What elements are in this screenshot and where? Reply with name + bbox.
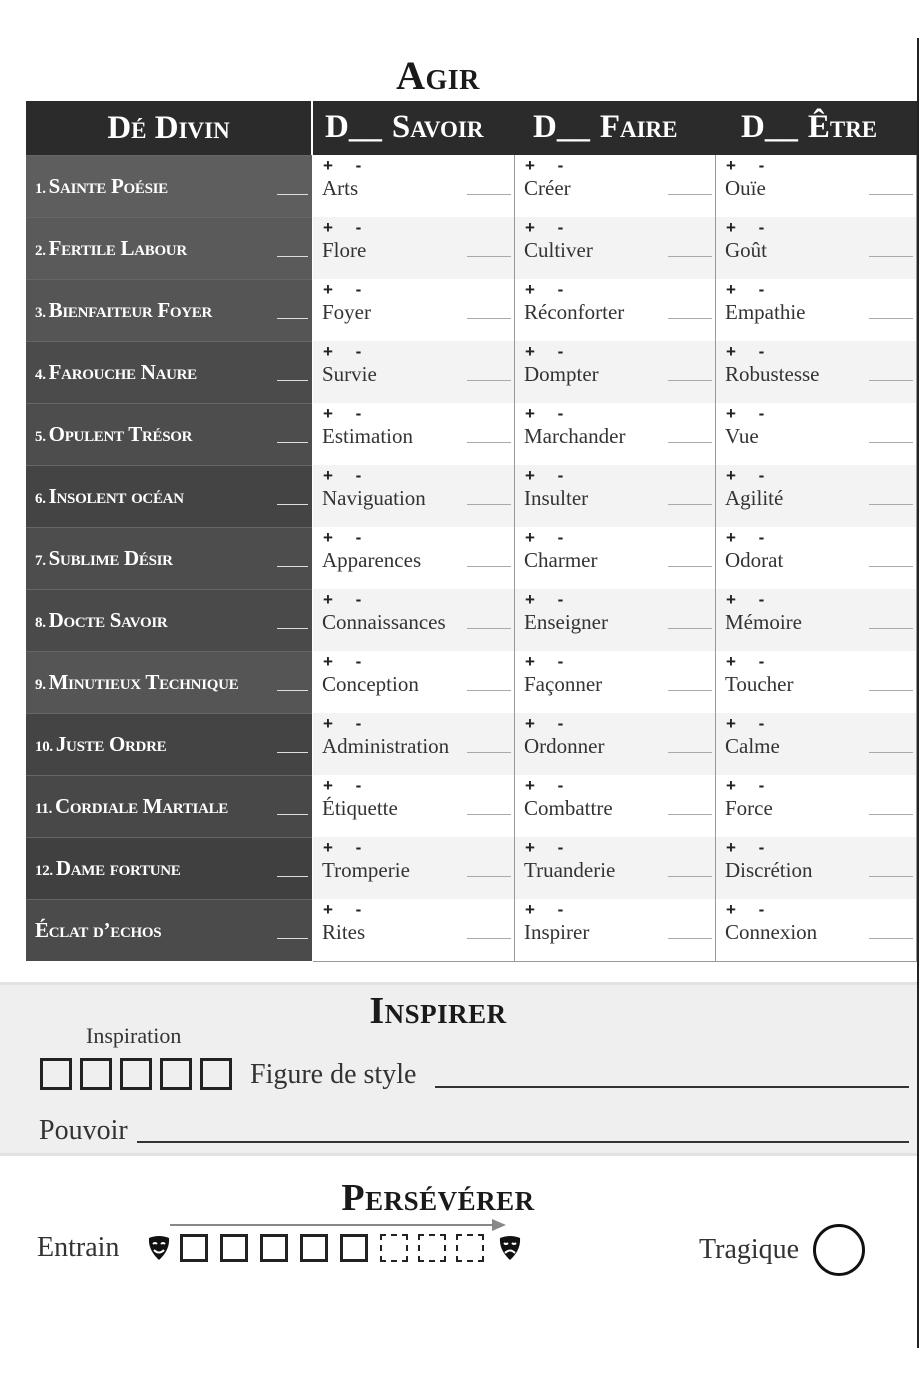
skill-cell-faire — [514, 837, 715, 899]
skill-cell-savoir — [313, 589, 514, 651]
divin-number: 2. — [35, 243, 46, 259]
divin-number: 11. — [35, 801, 53, 817]
plus-minus-toggle[interactable]: + - — [726, 404, 774, 423]
plus-minus-toggle[interactable]: + - — [525, 156, 573, 175]
plus-minus-toggle[interactable]: + - — [525, 714, 573, 733]
skill-row — [313, 651, 916, 713]
plus-minus-toggle[interactable]: + - — [525, 280, 573, 299]
skill-name: Estimation — [322, 424, 413, 448]
entrain-checkbox[interactable] — [300, 1234, 328, 1262]
divin-value-field[interactable] — [277, 442, 308, 443]
skill-value-field[interactable] — [467, 380, 511, 381]
divin-label — [26, 236, 187, 261]
skill-name: Apparences — [322, 548, 422, 572]
skill-name: Empathie — [725, 300, 806, 324]
skill-name: Combattre — [524, 796, 613, 820]
skill-value-field[interactable] — [869, 690, 913, 691]
skill-value-field[interactable] — [467, 938, 511, 939]
skill-name: Flore — [322, 238, 367, 262]
skill-cell-savoir — [313, 899, 514, 961]
plus-minus-toggle[interactable]: + - — [726, 342, 774, 361]
header-savoir-label: Savoir — [391, 109, 484, 145]
inspiration-label: Inspiration — [86, 1023, 182, 1048]
divin-row — [26, 465, 312, 527]
plus-minus-toggle[interactable]: + - — [323, 280, 371, 299]
divin-value-field[interactable] — [277, 566, 308, 567]
skill-value-field[interactable] — [869, 318, 913, 319]
skill-value-field[interactable] — [869, 442, 913, 443]
skill-value-field[interactable] — [668, 938, 712, 939]
skill-name: Survie — [322, 362, 377, 386]
skill-name: Conception — [322, 672, 419, 696]
skill-name: Agilité — [725, 486, 784, 510]
skill-cell-etre — [715, 899, 916, 961]
divin-number: 9. — [35, 677, 46, 693]
skill-cell-faire — [514, 465, 715, 527]
skill-name: Façonner — [524, 672, 603, 696]
skill-value-field[interactable] — [869, 504, 913, 505]
divin-label — [26, 484, 184, 509]
header-etre — [741, 109, 877, 146]
header-dice — [313, 101, 917, 155]
skill-cell-faire — [514, 341, 715, 403]
skill-value-field[interactable] — [668, 876, 712, 877]
divin-label — [26, 608, 167, 633]
plus-minus-toggle[interactable]: + - — [525, 342, 573, 361]
skill-value-field[interactable] — [668, 442, 712, 443]
divin-value-field[interactable] — [277, 814, 308, 815]
skill-name: Force — [725, 796, 773, 820]
skill-row — [313, 217, 916, 279]
divin-number: 3. — [35, 305, 46, 321]
plus-minus-toggle[interactable]: + - — [323, 342, 371, 361]
skill-value-field[interactable] — [467, 566, 511, 567]
divin-value-field[interactable] — [277, 752, 308, 753]
plus-minus-toggle[interactable]: + - — [525, 528, 573, 547]
skill-row — [313, 837, 916, 899]
divin-column — [26, 155, 312, 961]
divin-value-field[interactable] — [277, 380, 308, 381]
skill-value-field[interactable] — [668, 318, 712, 319]
skill-row — [313, 403, 916, 465]
skill-value-field[interactable] — [467, 752, 511, 753]
skill-value-field[interactable] — [668, 752, 712, 753]
skill-value-field[interactable] — [869, 566, 913, 567]
plus-minus-toggle[interactable]: + - — [323, 714, 371, 733]
skill-name: Odorat — [725, 548, 784, 572]
skill-value-field[interactable] — [668, 566, 712, 567]
divin-name: Bienfaiteur Foyer — [48, 298, 213, 322]
comedy-mask-icon — [146, 1234, 172, 1262]
skill-cell-etre — [715, 837, 916, 899]
skill-cell-savoir — [313, 651, 514, 713]
skill-row — [313, 527, 916, 589]
divin-row — [26, 589, 312, 651]
skill-name: Truanderie — [524, 858, 616, 882]
skill-name: Arts — [322, 176, 359, 200]
plus-minus-toggle[interactable]: + - — [726, 218, 774, 237]
divin-value-field[interactable] — [277, 504, 308, 505]
divin-name: Éclat d’echos — [35, 918, 162, 942]
skill-row — [313, 155, 916, 217]
skill-value-field[interactable] — [467, 876, 511, 877]
skill-cell-savoir — [313, 217, 514, 279]
divin-label — [26, 174, 168, 199]
plus-minus-toggle[interactable]: + - — [726, 280, 774, 299]
divin-label — [26, 546, 173, 571]
divin-label — [26, 360, 197, 385]
skill-cell-savoir — [313, 465, 514, 527]
divin-name: Farouche Naure — [48, 360, 197, 384]
inspiration-checkbox[interactable] — [200, 1058, 232, 1090]
skill-value-field[interactable] — [869, 194, 913, 195]
skill-value-field[interactable] — [869, 814, 913, 815]
skill-name: Rites — [322, 920, 366, 944]
skill-cell-faire — [514, 651, 715, 713]
divin-number: 10. — [35, 739, 53, 755]
progression-arrow-icon — [170, 1218, 506, 1232]
entrain-checkbox[interactable] — [340, 1234, 368, 1262]
divin-number: 6. — [35, 491, 46, 507]
header-faire-die: D__ — [533, 109, 590, 145]
skill-row — [313, 341, 916, 403]
skill-value-field[interactable] — [467, 194, 511, 195]
divin-number: 5. — [35, 429, 46, 445]
divin-value-field[interactable] — [277, 690, 308, 691]
skill-value-field[interactable] — [467, 442, 511, 443]
divin-name: Minutieux Technique — [48, 670, 239, 694]
divin-label — [26, 856, 180, 881]
figure-de-style-field[interactable] — [435, 1086, 909, 1088]
skill-name: Calme — [725, 734, 780, 758]
skill-name: Enseigner — [524, 610, 608, 634]
divin-name: Fertile Labour — [48, 236, 187, 260]
header-divin — [26, 101, 311, 155]
skill-cell-faire — [514, 217, 715, 279]
skill-row — [313, 899, 916, 961]
plus-minus-toggle[interactable]: + - — [323, 776, 371, 795]
skill-value-field[interactable] — [467, 318, 511, 319]
divin-number: 1. — [35, 181, 46, 197]
skill-name: Naviguation — [322, 486, 426, 510]
plus-minus-toggle[interactable]: + - — [323, 218, 371, 237]
divin-row — [26, 155, 312, 217]
header-faire-label: Faire — [599, 109, 678, 145]
skill-value-field[interactable] — [869, 628, 913, 629]
figure-de-style-label: Figure de style — [250, 1059, 417, 1090]
header-etre-label: Être — [807, 109, 878, 145]
skill-value-field[interactable] — [668, 628, 712, 629]
skill-cell-faire — [514, 899, 715, 961]
skill-cell-savoir — [313, 527, 514, 589]
inspiration-checkbox[interactable] — [80, 1058, 112, 1090]
plus-minus-toggle[interactable]: + - — [323, 156, 371, 175]
skill-cell-savoir — [313, 341, 514, 403]
skill-value-field[interactable] — [467, 504, 511, 505]
plus-minus-toggle[interactable]: + - — [323, 528, 371, 547]
skill-value-field[interactable] — [668, 814, 712, 815]
plus-minus-toggle[interactable]: + - — [525, 404, 573, 423]
skill-value-field[interactable] — [467, 628, 511, 629]
divin-row — [26, 217, 312, 279]
divin-name: Docte Savoir — [48, 608, 168, 632]
divin-label — [26, 918, 161, 943]
skill-name: Charmer — [524, 548, 598, 572]
plus-minus-toggle[interactable]: + - — [323, 466, 371, 485]
plus-minus-toggle[interactable]: + - — [726, 652, 774, 671]
divin-row — [26, 775, 312, 837]
entrain-checkbox[interactable] — [260, 1234, 288, 1262]
skill-name: Ordonner — [524, 734, 605, 758]
skill-name: Dompter — [524, 362, 599, 386]
skill-row — [313, 589, 916, 651]
skill-value-field[interactable] — [869, 256, 913, 257]
skill-cell-faire — [514, 279, 715, 341]
plus-minus-toggle[interactable]: + - — [525, 466, 573, 485]
plus-minus-toggle[interactable]: + - — [323, 590, 371, 609]
plus-minus-toggle[interactable]: + - — [726, 466, 774, 485]
divin-value-field[interactable] — [277, 194, 308, 195]
pouvoir-label: Pouvoir — [39, 1115, 128, 1146]
header-savoir — [325, 109, 483, 146]
skill-name: Réconforter — [524, 300, 625, 324]
divin-label — [26, 670, 238, 695]
divin-name: Juste Ordre — [55, 732, 167, 756]
skill-cell-savoir — [313, 713, 514, 775]
divin-row — [26, 651, 312, 713]
skill-cell-faire — [514, 589, 715, 651]
plus-minus-toggle[interactable]: + - — [323, 404, 371, 423]
entrain-checkbox[interactable] — [220, 1234, 248, 1262]
inspirer-panel — [0, 982, 917, 1156]
plus-minus-toggle[interactable]: + - — [525, 652, 573, 671]
skill-name: Créer — [524, 176, 571, 200]
skill-cell-etre — [715, 713, 916, 775]
entrain-extra-checkbox[interactable] — [456, 1234, 484, 1262]
skill-name: Insulter — [524, 486, 589, 510]
plus-minus-toggle[interactable]: + - — [525, 218, 573, 237]
divin-row — [26, 279, 312, 341]
plus-minus-toggle[interactable]: + - — [726, 156, 774, 175]
entrain-extra-checkbox[interactable] — [380, 1234, 408, 1262]
plus-minus-toggle[interactable]: + - — [525, 838, 573, 857]
divin-name: Sainte Poésie — [48, 174, 168, 198]
inspiration-checkbox[interactable] — [40, 1058, 72, 1090]
divin-row — [26, 899, 312, 961]
plus-minus-toggle[interactable]: + - — [323, 652, 371, 671]
skill-value-field[interactable] — [869, 380, 913, 381]
divin-name: Cordiale Martiale — [55, 794, 229, 818]
skill-value-field[interactable] — [668, 194, 712, 195]
skill-value-field[interactable] — [869, 938, 913, 939]
header-divin-label: Dé Divin — [107, 109, 230, 146]
divin-number: 12. — [35, 863, 53, 879]
plus-minus-toggle[interactable]: + - — [525, 590, 573, 609]
pouvoir-field[interactable] — [137, 1141, 909, 1143]
divin-name: Sublime Désir — [48, 546, 173, 570]
agir-title: Agir — [396, 53, 480, 98]
plus-minus-toggle[interactable]: + - — [726, 528, 774, 547]
divin-number: 7. — [35, 553, 46, 569]
divin-row — [26, 837, 312, 899]
skill-cell-etre — [715, 155, 916, 217]
skill-cell-savoir — [313, 403, 514, 465]
divin-row — [26, 527, 312, 589]
divin-number: 4. — [35, 367, 46, 383]
divin-row — [26, 403, 312, 465]
skill-cell-faire — [514, 403, 715, 465]
skill-name: Inspirer — [524, 920, 590, 944]
skill-cell-etre — [715, 279, 916, 341]
divin-name: Dame fortune — [55, 856, 181, 880]
skill-value-field[interactable] — [668, 504, 712, 505]
perseverer-title: Persévérer — [341, 1177, 535, 1219]
skill-row — [313, 775, 916, 837]
entrain-checkbox[interactable] — [180, 1234, 208, 1262]
plus-minus-toggle[interactable]: + - — [525, 776, 573, 795]
skill-name: Goût — [725, 238, 767, 262]
divin-label — [26, 732, 166, 757]
skill-row — [313, 465, 916, 527]
skill-name: Robustesse — [725, 362, 820, 386]
skill-cell-savoir — [313, 155, 514, 217]
plus-minus-toggle[interactable]: + - — [726, 838, 774, 857]
header-faire — [533, 109, 678, 146]
plus-minus-toggle[interactable]: + - — [525, 900, 573, 919]
tragique-label: Tragique — [699, 1234, 800, 1265]
skill-value-field[interactable] — [668, 256, 712, 257]
skill-value-field[interactable] — [467, 256, 511, 257]
skill-row — [313, 279, 916, 341]
plus-minus-toggle[interactable]: + - — [726, 590, 774, 609]
divin-name: Opulent Trésor — [48, 422, 193, 446]
skill-cell-savoir — [313, 279, 514, 341]
skill-name: Tromperie — [322, 858, 410, 882]
header-savoir-die: D__ — [325, 109, 382, 145]
skill-cell-faire — [514, 527, 715, 589]
divin-name: Insolent océan — [48, 484, 184, 508]
divin-row — [26, 341, 312, 403]
skill-cell-etre — [715, 589, 916, 651]
skill-name: Administration — [322, 734, 450, 758]
tragique-checkbox[interactable] — [813, 1224, 865, 1276]
skill-name: Foyer — [322, 300, 371, 324]
skill-cell-savoir — [313, 837, 514, 899]
skill-cell-etre — [715, 527, 916, 589]
skill-name: Discrétion — [725, 858, 813, 882]
entrain-extra-checkbox[interactable] — [418, 1234, 446, 1262]
skill-cell-etre — [715, 651, 916, 713]
inspirer-title: Inspirer — [369, 990, 507, 1032]
skill-name: Marchander — [524, 424, 626, 448]
right-border-rule — [917, 38, 919, 1348]
plus-minus-toggle[interactable]: + - — [726, 900, 774, 919]
skill-cell-faire — [514, 713, 715, 775]
skill-value-field[interactable] — [869, 876, 913, 877]
skill-cell-savoir — [313, 775, 514, 837]
plus-minus-toggle[interactable]: + - — [323, 900, 371, 919]
skills-grid — [313, 155, 917, 962]
plus-minus-toggle[interactable]: + - — [323, 838, 371, 857]
entrain-label: Entrain — [37, 1232, 120, 1263]
divin-value-field[interactable] — [277, 256, 308, 257]
skill-name: Connexion — [725, 920, 818, 944]
skill-name: Ouïe — [725, 176, 766, 200]
tragedy-mask-icon — [497, 1234, 523, 1262]
skill-value-field[interactable] — [467, 814, 511, 815]
skill-row — [313, 713, 916, 775]
divin-number: 8. — [35, 615, 46, 631]
skill-cell-faire — [514, 155, 715, 217]
skill-name: Toucher — [725, 672, 794, 696]
skill-name: Étiquette — [322, 796, 398, 820]
plus-minus-toggle[interactable]: + - — [726, 714, 774, 733]
divin-value-field[interactable] — [277, 938, 308, 939]
divin-value-field[interactable] — [277, 876, 308, 877]
skill-name: Mémoire — [725, 610, 802, 634]
header-etre-die: D__ — [741, 109, 798, 145]
divin-label — [26, 794, 228, 819]
skill-name: Connaissances — [322, 610, 446, 634]
inspiration-checkbox[interactable] — [160, 1058, 192, 1090]
divin-row — [26, 713, 312, 775]
plus-minus-toggle[interactable]: + - — [726, 776, 774, 795]
divin-label — [26, 298, 212, 323]
divin-value-field[interactable] — [277, 318, 308, 319]
divin-label — [26, 422, 192, 447]
skill-value-field[interactable] — [467, 690, 511, 691]
skill-cell-etre — [715, 775, 916, 837]
skill-cell-faire — [514, 775, 715, 837]
skill-name: Cultiver — [524, 238, 593, 262]
skill-cell-etre — [715, 217, 916, 279]
inspiration-checkbox[interactable] — [120, 1058, 152, 1090]
skill-cell-etre — [715, 341, 916, 403]
skill-value-field[interactable] — [668, 380, 712, 381]
skill-value-field[interactable] — [668, 690, 712, 691]
skill-cell-etre — [715, 465, 916, 527]
divin-value-field[interactable] — [277, 628, 308, 629]
skill-cell-etre — [715, 403, 916, 465]
skill-value-field[interactable] — [869, 752, 913, 753]
skill-name: Vue — [725, 424, 759, 448]
